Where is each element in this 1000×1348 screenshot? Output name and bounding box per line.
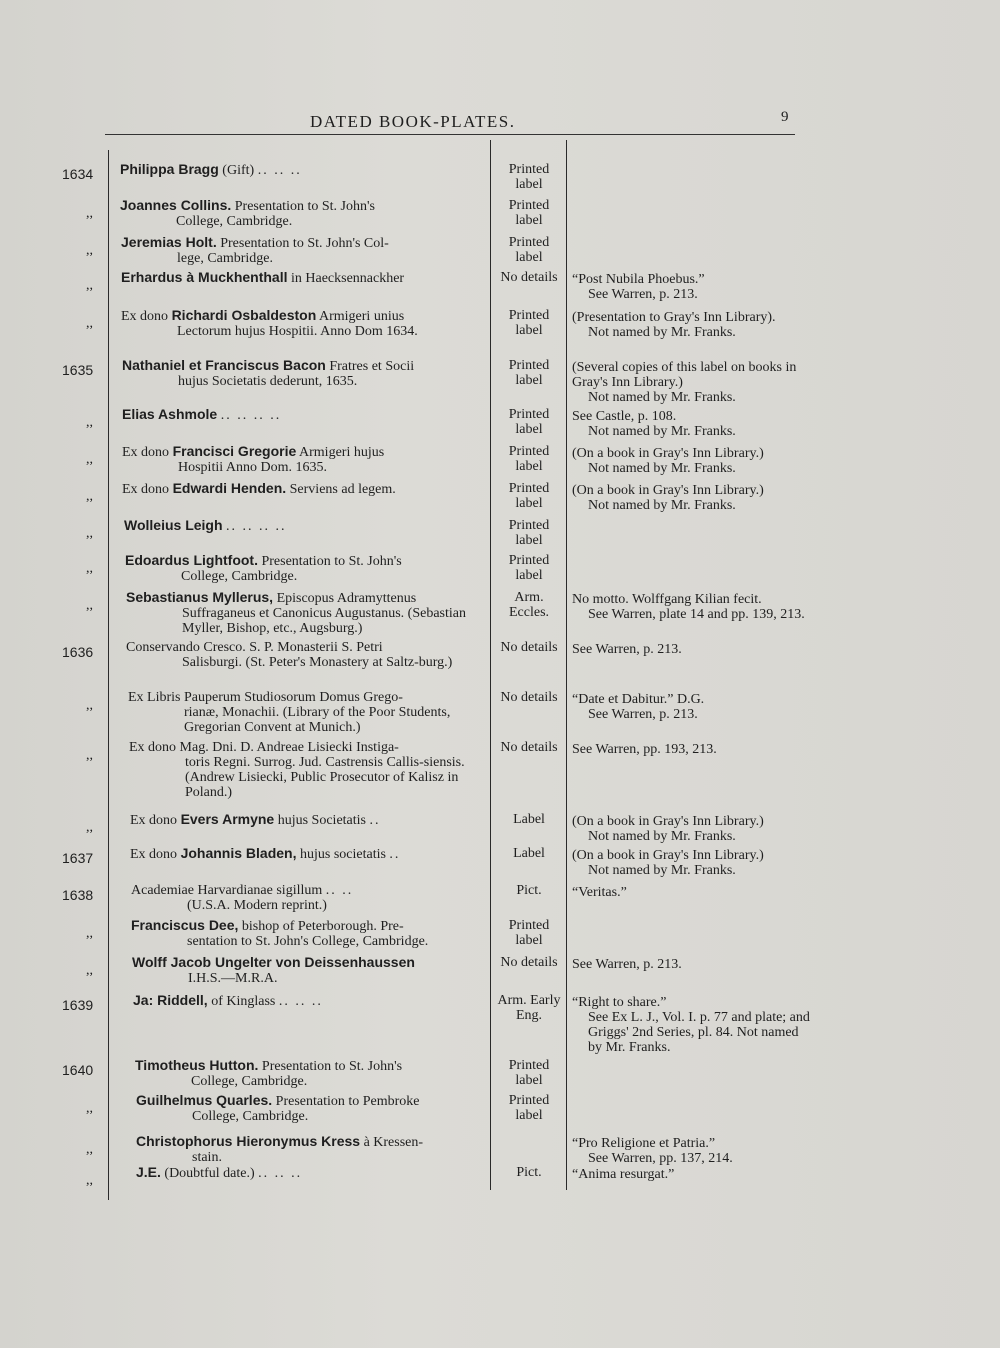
note-line-2: See Warren, p. 213. bbox=[588, 707, 698, 722]
entry-name: Edwardi Henden. bbox=[172, 480, 287, 496]
entry-year: ,, bbox=[86, 926, 93, 941]
entry-continuation: I.H.S.—M.R.A. bbox=[188, 971, 278, 986]
note-line-2: Not named by Mr. Franks. bbox=[588, 829, 736, 844]
entry-text bbox=[129, 740, 499, 800]
entry-detail: Presentation to St. John's bbox=[261, 554, 402, 569]
entry-first-line bbox=[132, 955, 502, 971]
entry-name: Evers Armyne bbox=[180, 811, 275, 827]
entry-first-line bbox=[135, 1058, 505, 1074]
entry-year: ,, bbox=[86, 278, 93, 293]
entry-notes bbox=[572, 272, 812, 302]
entry-first-line bbox=[122, 481, 492, 497]
note-line-1: “Date et Dabitur.” D.G. bbox=[572, 692, 705, 707]
entry-notes bbox=[572, 848, 812, 878]
entry-first-line bbox=[131, 918, 501, 934]
entry-kind: Printed label bbox=[508, 235, 550, 265]
entry-year: ,, bbox=[86, 243, 93, 258]
entry-prefix: Ex dono Mag. Dni. D. Andreae Lisiecki Instiga- bbox=[129, 740, 399, 755]
entry-notes bbox=[572, 1167, 812, 1182]
entry-notes bbox=[572, 692, 812, 722]
entry-year: 1638 bbox=[62, 887, 94, 903]
note-line-2: Not named by Mr. Franks. bbox=[588, 325, 736, 340]
entry-text bbox=[133, 993, 503, 1009]
entry-notes bbox=[572, 1136, 812, 1166]
entry-kind: Label bbox=[513, 812, 545, 827]
entry-first-line bbox=[122, 444, 492, 460]
note-line-1: See Warren, p. 213. bbox=[572, 957, 682, 972]
entry-text bbox=[126, 590, 496, 636]
note-line-1: (On a book in Gray's Inn Library.) bbox=[572, 848, 764, 863]
note-line-1: See Warren, pp. 193, 213. bbox=[572, 742, 717, 757]
entry-kind: Pict. bbox=[516, 883, 542, 898]
entry-kind: No details bbox=[500, 955, 558, 970]
entry-name: Ja: Riddell, bbox=[133, 992, 208, 1008]
entry-kind: Arm. Eccles. bbox=[508, 590, 550, 620]
entry-first-line bbox=[121, 235, 491, 251]
page-number: 9 bbox=[781, 109, 789, 125]
entry-year: ,, bbox=[86, 1173, 93, 1188]
entry-continuation: College, Cambridge. bbox=[176, 214, 293, 229]
entry-text bbox=[135, 1058, 505, 1089]
entry-text bbox=[124, 518, 494, 534]
entry-text bbox=[128, 690, 498, 735]
entry-name: Elias Ashmole bbox=[122, 406, 218, 422]
note-line-1: “Right to share.” bbox=[572, 995, 667, 1010]
entry-kind: Printed label bbox=[508, 358, 550, 388]
entry-first-line bbox=[136, 1165, 506, 1181]
entry-first-line bbox=[131, 883, 501, 898]
entry-kind: Printed label bbox=[508, 162, 550, 192]
entry-notes bbox=[572, 310, 812, 340]
entry-first-line bbox=[124, 518, 494, 534]
entry-kind: No details bbox=[500, 270, 558, 285]
note-line-1: (On a book in Gray's Inn Library.) bbox=[572, 446, 764, 461]
entry-name: Franciscus Dee, bbox=[131, 917, 239, 933]
entry-detail: Armigeri unius bbox=[319, 309, 405, 324]
entry-continuation: College, Cambridge. bbox=[181, 569, 298, 584]
entry-first-line bbox=[126, 590, 496, 606]
entry-kind: Arm. Early Eng. bbox=[497, 993, 561, 1023]
entry-year: ,, bbox=[86, 489, 93, 504]
entry-kind: No details bbox=[500, 640, 558, 655]
entry-detail: Fratres et Socii bbox=[329, 359, 415, 374]
entry-name: Sebastianus Myllerus, bbox=[126, 589, 274, 605]
entry-first-line bbox=[121, 308, 491, 324]
entry-year: ,, bbox=[86, 698, 93, 713]
entry-kind: Printed label bbox=[508, 918, 550, 948]
note-line-2: Not named by Mr. Franks. bbox=[588, 498, 736, 513]
entry-year: 1635 bbox=[62, 362, 94, 378]
entry-year: ,, bbox=[86, 316, 93, 331]
entry-text bbox=[132, 955, 502, 986]
column-divider-kind bbox=[566, 140, 567, 1190]
entry-prefix: Ex dono bbox=[122, 445, 170, 460]
entry-year: ,, bbox=[86, 206, 93, 221]
entry-first-line bbox=[125, 553, 495, 569]
note-line-1: (Presentation to Gray's Inn Library). bbox=[572, 310, 776, 325]
entry-continuation: stain. bbox=[192, 1150, 222, 1165]
dot-leaders: .. .. .. bbox=[257, 163, 302, 178]
entry-first-line bbox=[122, 358, 492, 374]
entry-name: Wolleius Leigh bbox=[124, 517, 223, 533]
entry-year: 1636 bbox=[62, 644, 94, 660]
entry-first-line bbox=[129, 740, 499, 755]
entry-year: ,, bbox=[86, 820, 93, 835]
entry-text bbox=[122, 358, 492, 389]
entry-name: Timotheus Hutton. bbox=[135, 1057, 259, 1073]
entry-name: Philippa Bragg bbox=[120, 161, 219, 177]
entry-year: ,, bbox=[86, 598, 93, 613]
entry-year: ,, bbox=[86, 1101, 93, 1116]
entry-text bbox=[122, 444, 492, 475]
dot-leaders: .. bbox=[389, 847, 401, 862]
entry-kind: Printed label bbox=[508, 198, 550, 228]
note-line-2: Not named by Mr. Franks. bbox=[588, 461, 736, 476]
entry-first-line bbox=[120, 162, 490, 178]
entry-year: 1634 bbox=[62, 166, 94, 182]
entry-detail: Episcopus Adramyttenus bbox=[276, 591, 417, 606]
entry-text bbox=[136, 1165, 506, 1181]
entry-first-line bbox=[126, 640, 496, 655]
entry-name: Johannis Bladen, bbox=[180, 845, 297, 861]
note-line-2: See Warren, plate 14 and pp. 139, 213. bbox=[588, 607, 805, 622]
entry-name: Richardi Osbaldeston bbox=[171, 307, 317, 323]
entry-first-line bbox=[120, 198, 490, 214]
entry-prefix: Ex dono bbox=[121, 309, 169, 324]
note-line-1: (On a book in Gray's Inn Library.) bbox=[572, 483, 764, 498]
entry-text bbox=[125, 553, 495, 584]
entry-name: Jeremias Holt. bbox=[121, 234, 217, 250]
entry-text bbox=[131, 883, 501, 913]
entry-first-line bbox=[133, 993, 503, 1009]
header-rule bbox=[105, 134, 795, 135]
entry-prefix: Ex dono bbox=[130, 813, 178, 828]
note-line-2: Not named by Mr. Franks. bbox=[588, 390, 736, 405]
entry-continuation: toris Regni. Surrog. Jud. Castrensis Callis-siensis. (Andrew Lisiecki, Public Prosecutor of Kalisz in Poland.) bbox=[185, 755, 465, 800]
entry-year: ,, bbox=[86, 1142, 93, 1157]
entry-year: ,, bbox=[86, 561, 93, 576]
note-line-2: See Warren, p. 213. bbox=[588, 287, 698, 302]
entry-name: Christophorus Hieronymus Kress bbox=[136, 1133, 361, 1149]
entry-detail: (Gift) bbox=[222, 163, 255, 178]
entry-text bbox=[122, 407, 492, 423]
entry-notes bbox=[572, 483, 812, 513]
entry-name: Guilhelmus Quarles. bbox=[136, 1092, 273, 1108]
entry-text bbox=[136, 1093, 506, 1124]
entry-text bbox=[121, 308, 491, 339]
entry-text bbox=[130, 846, 500, 862]
entry-text bbox=[136, 1134, 506, 1165]
dot-leaders: .. bbox=[369, 813, 381, 828]
entry-kind: Printed label bbox=[508, 407, 550, 437]
entry-year: ,, bbox=[86, 415, 93, 430]
entry-year: ,, bbox=[86, 526, 93, 541]
entry-detail: à Kressen- bbox=[363, 1135, 424, 1150]
note-line-2: See Ex L. J., Vol. I. p. 77 and plate; and Griggs' 2nd Series, pl. 84. Not named by Mr. Franks. bbox=[588, 1010, 810, 1055]
note-line-1: “Anima resurgat.” bbox=[572, 1167, 675, 1182]
entry-text bbox=[120, 198, 490, 229]
entry-continuation: hujus Societatis dederunt, 1635. bbox=[178, 374, 358, 389]
entry-name: Nathaniel et Franciscus Bacon bbox=[122, 357, 326, 373]
entry-notes bbox=[572, 814, 812, 844]
note-line-2: Not named by Mr. Franks. bbox=[588, 424, 736, 439]
entry-text bbox=[131, 918, 501, 949]
note-line-1: (Several copies of this label on books in Gray's Inn Library.) bbox=[572, 360, 797, 390]
note-line-2: Not named by Mr. Franks. bbox=[588, 863, 736, 878]
note-line-1: (On a book in Gray's Inn Library.) bbox=[572, 814, 764, 829]
entry-prefix: Ex dono bbox=[130, 847, 178, 862]
entry-kind: Printed label bbox=[508, 518, 550, 548]
entry-detail: Presentation to St. John's Col- bbox=[220, 236, 389, 251]
note-line-1: “Pro Religione et Patria.” bbox=[572, 1136, 716, 1151]
entry-kind: Pict. bbox=[516, 1165, 542, 1180]
entry-prefix: Ex Libris Pauperum Studiosorum Domus Grego- bbox=[128, 690, 403, 705]
entry-text bbox=[130, 812, 500, 828]
entry-text bbox=[120, 162, 490, 178]
entry-detail: (Doubtful date.) bbox=[164, 1166, 255, 1181]
entry-continuation: College, Cambridge. bbox=[191, 1074, 308, 1089]
column-divider-year bbox=[108, 150, 109, 1200]
note-line-1: See Warren, p. 213. bbox=[572, 642, 682, 657]
entry-name: Joannes Collins. bbox=[120, 197, 232, 213]
entry-detail: Serviens ad legem. bbox=[289, 482, 396, 497]
entry-kind: Printed label bbox=[508, 553, 550, 583]
entry-prefix: Conservando Cresco. bbox=[126, 640, 246, 655]
entry-first-line bbox=[122, 407, 492, 423]
entry-notes bbox=[572, 360, 812, 405]
entry-detail: in Haecksennackher bbox=[290, 271, 405, 286]
entry-detail: hujus Societatis bbox=[277, 813, 366, 828]
entry-name: Erhardus à Muckhenthall bbox=[121, 269, 288, 285]
entry-name: Wolff Jacob Ungelter von Deissenhaussen bbox=[132, 954, 415, 970]
entry-kind: Printed label bbox=[508, 308, 550, 338]
entry-continuation: lege, Cambridge. bbox=[177, 251, 274, 266]
entry-text bbox=[121, 235, 491, 266]
entry-name: Edoardus Lightfoot. bbox=[125, 552, 258, 568]
entry-first-line bbox=[136, 1093, 506, 1109]
entry-detail: Armigeri hujus bbox=[299, 445, 385, 460]
entry-text bbox=[126, 640, 496, 670]
entry-kind: Printed label bbox=[508, 481, 550, 511]
entry-kind: Printed label bbox=[508, 1058, 550, 1088]
entry-year: 1637 bbox=[62, 850, 94, 866]
dot-leaders: .. .. .. bbox=[278, 994, 323, 1009]
note-line-1: No motto. Wolffgang Kilian fecit. bbox=[572, 592, 762, 607]
entry-notes bbox=[572, 446, 812, 476]
entry-prefix: Academiae Harvardianae sigillum bbox=[131, 883, 323, 898]
entry-first-line bbox=[128, 690, 498, 705]
page-title: DATED BOOK-PLATES. bbox=[310, 112, 516, 131]
entry-text bbox=[122, 481, 492, 497]
entry-notes bbox=[572, 742, 812, 757]
entry-notes bbox=[572, 592, 812, 622]
entry-year: ,, bbox=[86, 963, 93, 978]
entry-year: ,, bbox=[86, 452, 93, 467]
entry-name: J.E. bbox=[136, 1164, 161, 1180]
entry-notes bbox=[572, 885, 812, 900]
page-header bbox=[0, 109, 1000, 136]
entry-year: 1640 bbox=[62, 1062, 94, 1078]
entry-first-line bbox=[136, 1134, 506, 1150]
entry-kind: No details bbox=[500, 740, 558, 755]
entry-kind: Printed label bbox=[508, 444, 550, 474]
entry-first-line bbox=[130, 812, 500, 828]
entry-year: ,, bbox=[86, 748, 93, 763]
entry-continuation: College, Cambridge. bbox=[192, 1109, 309, 1124]
entry-continuation: Lectorum hujus Hospitii. Anno Dom 1634. bbox=[177, 324, 418, 339]
entry-continuation: Salisburgi. (St. Peter's Monastery at Saltz-burg.) bbox=[182, 655, 453, 670]
entry-first-line bbox=[121, 270, 491, 286]
entry-first-line bbox=[130, 846, 500, 862]
entry-continuation: rianæ, Monachii. (Library of the Poor Students, Gregorian Convent at Munich.) bbox=[184, 705, 451, 735]
entry-kind: Label bbox=[513, 846, 545, 861]
entry-prefix: Ex dono bbox=[122, 482, 170, 497]
entry-notes bbox=[572, 409, 812, 439]
entry-continuation: sentation to St. John's College, Cambridge. bbox=[187, 934, 429, 949]
note-line-1: “Post Nubila Phoebus.” bbox=[572, 272, 705, 287]
entry-notes bbox=[572, 957, 812, 972]
entry-detail: hujus societatis bbox=[299, 847, 386, 862]
dot-leaders: .. .. .. .. bbox=[220, 408, 282, 423]
entry-name: Francisci Gregorie bbox=[172, 443, 297, 459]
entry-year: 1639 bbox=[62, 997, 94, 1013]
dot-leaders: .. .. .. .. bbox=[226, 519, 287, 534]
note-line-2: See Warren, pp. 137, 214. bbox=[588, 1151, 733, 1166]
entry-notes bbox=[572, 995, 812, 1055]
entry-detail: Presentation to St. John's bbox=[234, 199, 375, 214]
dot-leaders: .. .. bbox=[325, 883, 354, 898]
entry-kind: No details bbox=[500, 690, 558, 705]
entry-continuation: Suffraganeus et Canonicus Augustanus. (Sebastian Myller, Bishop, etc., Augsburg.) bbox=[182, 606, 466, 636]
note-line-1: “Veritas.” bbox=[572, 885, 627, 900]
entry-detail: Presentation to St. John's bbox=[261, 1059, 403, 1074]
entry-continuation: Hospitii Anno Dom. 1635. bbox=[178, 460, 327, 475]
entry-notes bbox=[572, 642, 812, 657]
entry-detail: Presentation to Pembroke bbox=[275, 1094, 420, 1109]
entry-detail: S. P. Monasterii S. Petri bbox=[249, 640, 383, 655]
entry-detail: of Kinglass bbox=[211, 994, 276, 1009]
entry-detail: bishop of Peterborough. Pre- bbox=[241, 919, 404, 934]
note-line-1: See Castle, p. 108. bbox=[572, 409, 677, 424]
entry-text bbox=[121, 270, 491, 286]
dot-leaders: .. .. .. bbox=[258, 1166, 303, 1181]
entry-kind: Printed label bbox=[508, 1093, 550, 1123]
entry-continuation: (U.S.A. Modern reprint.) bbox=[187, 898, 327, 913]
